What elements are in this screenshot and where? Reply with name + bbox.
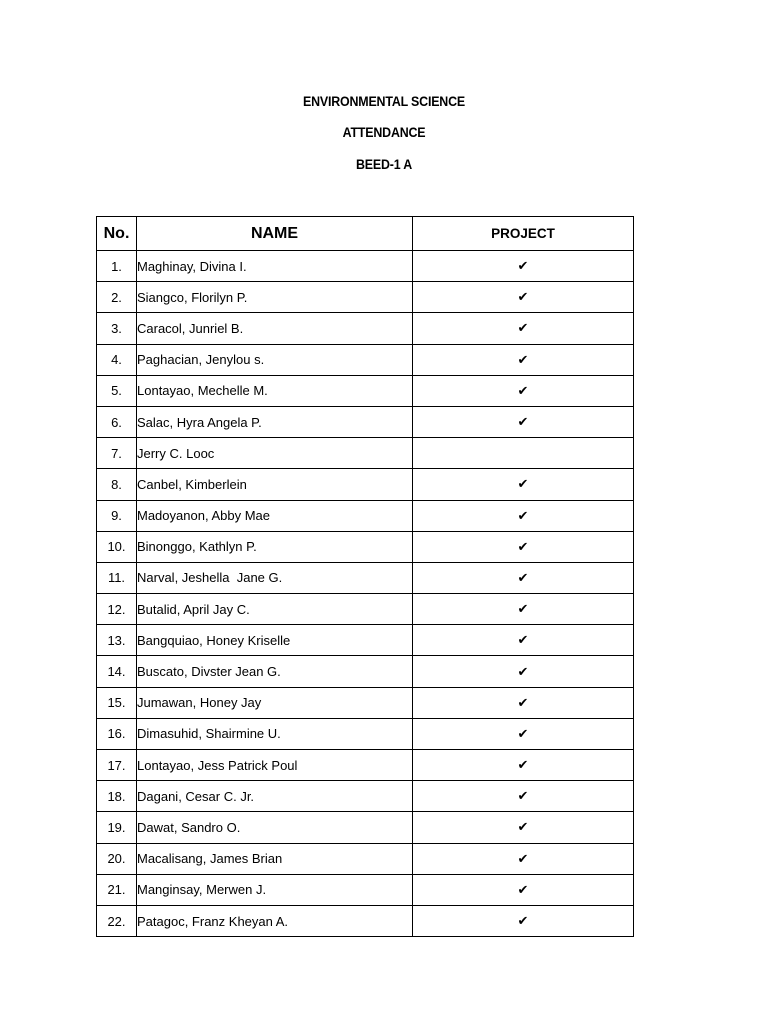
section-label: BEED-1 A (355, 157, 413, 172)
project-status (413, 282, 634, 313)
project-status (413, 594, 634, 625)
table-row (97, 375, 634, 406)
table-row (97, 531, 634, 562)
row-number: 11. (97, 562, 137, 593)
row-number: 20. (97, 843, 137, 874)
project-status (413, 251, 634, 282)
table-row (97, 344, 634, 375)
checkmark-icon: ✔ (517, 539, 529, 555)
table-row (97, 812, 634, 843)
checkmark-icon: ✔ (517, 508, 529, 524)
checkmark-icon: ✔ (517, 664, 529, 680)
row-number: 3. (97, 313, 137, 344)
student-name: Siangco, Florilyn P. (137, 282, 413, 313)
row-number: 5. (97, 375, 137, 406)
student-name: Lontayao, Mechelle M. (137, 375, 413, 406)
project-status (413, 438, 634, 469)
project-status (413, 344, 634, 375)
attendance-table (96, 216, 634, 937)
checkmark-icon: ✔ (517, 477, 529, 493)
student-name: Manginsay, Merwen J. (137, 874, 413, 905)
checkmark-icon: ✔ (517, 882, 529, 898)
student-name: Canbel, Kimberlein (137, 469, 413, 500)
student-name: Maghinay, Divina I. (137, 251, 413, 282)
checkmark-icon: ✔ (517, 415, 529, 431)
row-number: 21. (97, 874, 137, 905)
student-name: Jerry C. Looc (137, 438, 413, 469)
checkmark-icon: ✔ (517, 570, 529, 586)
checkmark-icon: ✔ (517, 695, 529, 711)
row-number: 2. (97, 282, 137, 313)
project-status (413, 718, 634, 749)
checkmark-icon: ✔ (517, 383, 529, 399)
student-name: Madoyanon, Abby Mae (137, 500, 413, 531)
table-body (97, 251, 634, 937)
table-row (97, 750, 634, 781)
student-name: Dagani, Cesar C. Jr. (137, 781, 413, 812)
project-status (413, 313, 634, 344)
checkmark-icon: ✔ (517, 259, 529, 275)
project-status (413, 656, 634, 687)
row-number: 16. (97, 718, 137, 749)
table-row (97, 438, 634, 469)
student-name: Jumawan, Honey Jay (137, 687, 413, 718)
row-number: 6. (97, 406, 137, 437)
table-row (97, 562, 634, 593)
project-status (413, 500, 634, 531)
table-header-row (97, 217, 634, 251)
checkmark-icon: ✔ (517, 290, 529, 306)
table-row (97, 874, 634, 905)
student-name: Macalisang, James Brian (137, 843, 413, 874)
row-number: 19. (97, 812, 137, 843)
table-row (97, 594, 634, 625)
student-name: Butalid, April Jay C. (137, 594, 413, 625)
row-number: 1. (97, 251, 137, 282)
student-name: Dimasuhid, Shairmine U. (137, 718, 413, 749)
row-number: 17. (97, 750, 137, 781)
row-number: 9. (97, 500, 137, 531)
table-row (97, 781, 634, 812)
student-name: Caracol, Junriel B. (137, 313, 413, 344)
document-title: ENVIRONMENTAL SCIENCE (302, 94, 465, 109)
row-number: 8. (97, 469, 137, 500)
project-status (413, 562, 634, 593)
project-status (413, 874, 634, 905)
project-status (413, 781, 634, 812)
project-status (413, 843, 634, 874)
column-header-no: No. (97, 217, 137, 251)
table-row (97, 687, 634, 718)
table-row (97, 718, 634, 749)
project-status (413, 469, 634, 500)
project-status (413, 625, 634, 656)
row-number: 18. (97, 781, 137, 812)
project-status (413, 750, 634, 781)
document-subtitle: ATTENDANCE (342, 125, 426, 140)
student-name: Buscato, Divster Jean G. (137, 656, 413, 687)
row-number: 14. (97, 656, 137, 687)
table-row (97, 406, 634, 437)
checkmark-icon: ✔ (517, 758, 529, 774)
row-number: 12. (97, 594, 137, 625)
student-name: Dawat, Sandro O. (137, 812, 413, 843)
project-status (413, 375, 634, 406)
row-number: 10. (97, 531, 137, 562)
project-status (413, 531, 634, 562)
student-name: Patagoc, Franz Kheyan A. (137, 905, 413, 936)
checkmark-icon: ✔ (517, 321, 529, 337)
row-number: 7. (97, 438, 137, 469)
column-header-project: PROJECT (413, 217, 634, 251)
project-status (413, 687, 634, 718)
row-number: 15. (97, 687, 137, 718)
table-row (97, 905, 634, 936)
table-row (97, 500, 634, 531)
student-name: Narval, Jeshella Jane G. (137, 562, 413, 593)
project-status (413, 905, 634, 936)
student-name: Paghacian, Jenylou s. (137, 344, 413, 375)
table-row (97, 843, 634, 874)
checkmark-icon: ✔ (517, 851, 529, 867)
checkmark-icon: ✔ (517, 602, 529, 618)
checkmark-icon: ✔ (517, 726, 529, 742)
row-number: 4. (97, 344, 137, 375)
row-number: 13. (97, 625, 137, 656)
project-status (413, 812, 634, 843)
column-header-name: NAME (137, 217, 413, 251)
checkmark-icon: ✔ (517, 352, 529, 368)
student-name: Lontayao, Jess Patrick Poul (137, 750, 413, 781)
checkmark-icon: ✔ (517, 789, 529, 805)
checkmark-icon: ✔ (517, 820, 529, 836)
student-name: Salac, Hyra Angela P. (137, 406, 413, 437)
table-row (97, 625, 634, 656)
table-row (97, 282, 634, 313)
row-number: 22. (97, 905, 137, 936)
table-row (97, 313, 634, 344)
student-name: Binonggo, Kathlyn P. (137, 531, 413, 562)
student-name: Bangquiao, Honey Kriselle (137, 625, 413, 656)
table-row (97, 251, 634, 282)
table-row (97, 469, 634, 500)
table-row (97, 656, 634, 687)
project-status (413, 406, 634, 437)
checkmark-icon: ✔ (517, 914, 529, 930)
checkmark-icon: ✔ (517, 633, 529, 649)
